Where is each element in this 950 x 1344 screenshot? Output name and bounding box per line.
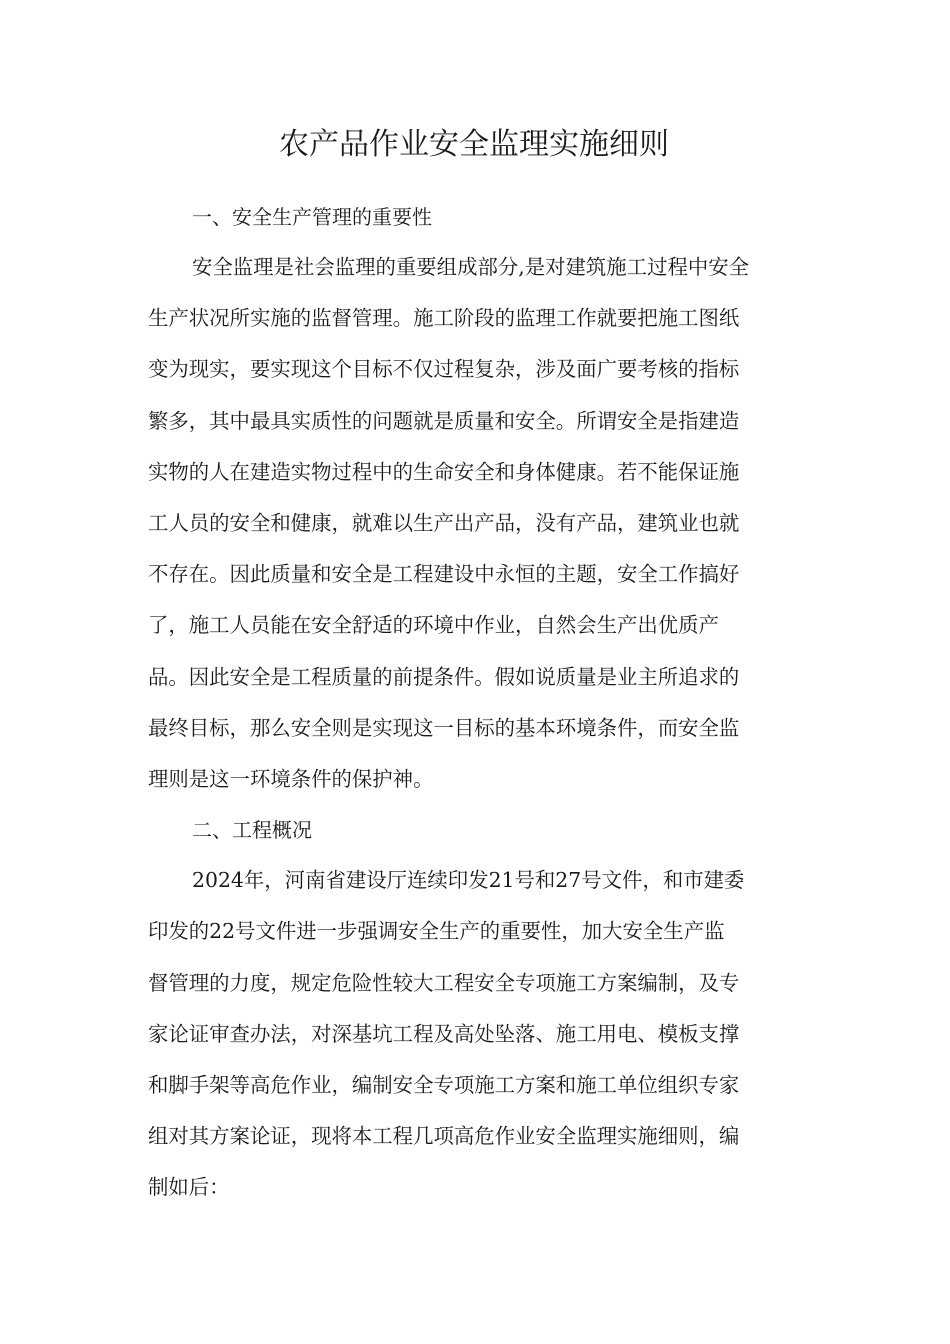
- paragraph-line: 组对其方案论证，现将本工程几项高危作业安全监理实施细则，编: [148, 1124, 740, 1149]
- paragraph-line: 最终目标，那么安全则是实现这一目标的基本环境条件，而安全监: [148, 715, 740, 740]
- paragraph-line: 督管理的力度，规定危险性较大工程安全专项施工方案编制，及专: [148, 970, 740, 995]
- paragraph-line: 和脚手架等高危作业，编制安全专项施工方案和施工单位组织专家: [148, 1073, 740, 1098]
- paragraph-line: 2024年，河南省建设厅连续印发21号和27号文件，和市建委: [192, 868, 745, 893]
- paragraph-line: 印发的22号文件进一步强调安全生产的重要性，加大安全生产监: [148, 919, 725, 944]
- paragraph-line: 了，施工人员能在安全舒适的环境中作业，自然会生产出优质产: [148, 613, 719, 638]
- section-heading-importance: 一、安全生产管理的重要性: [192, 205, 432, 229]
- paragraph-line: 制如后：: [148, 1175, 230, 1200]
- document-page: [148, 120, 800, 1214]
- paragraph-line: 实物的人在建造实物过程中的生命安全和身体健康。若不能保证施: [148, 459, 740, 484]
- paragraph-line: 工人员的安全和健康，就难以生产出产品，没有产品，建筑业也就: [148, 511, 740, 536]
- paragraph-line: 理则是这一环境条件的保护神。: [148, 767, 434, 792]
- paragraph-line: 繁多，其中最具实质性的问题就是质量和安全。所谓安全是指建造: [148, 408, 740, 433]
- paragraph-line: 生产状况所实施的监督管理。施工阶段的监理工作就要把施工图纸: [148, 306, 740, 331]
- section-body-overview: [148, 855, 800, 1213]
- paragraph-line: 家论证审查办法，对深基坑工程及高处坠落、施工用电、模板支撑: [148, 1021, 740, 1046]
- document-title: 农产品作业安全监理实施细则: [279, 127, 669, 162]
- paragraph-line: 不存在。因此质量和安全是工程建设中永恒的主题，安全工作搞好: [148, 562, 740, 587]
- paragraph-line: 安全监理是社会监理的重要组成部分,是对建筑施工过程中安全: [192, 255, 750, 279]
- section-body-importance: [148, 242, 800, 805]
- section-heading-overview: 二、工程概况: [192, 818, 312, 843]
- paragraph-line: 品。因此安全是工程质量的前提条件。假如说质量是业主所追求的: [148, 664, 740, 689]
- paragraph-line: 变为现实，要实现这个目标不仅过程复杂，涉及面广要考核的指标: [148, 357, 740, 382]
